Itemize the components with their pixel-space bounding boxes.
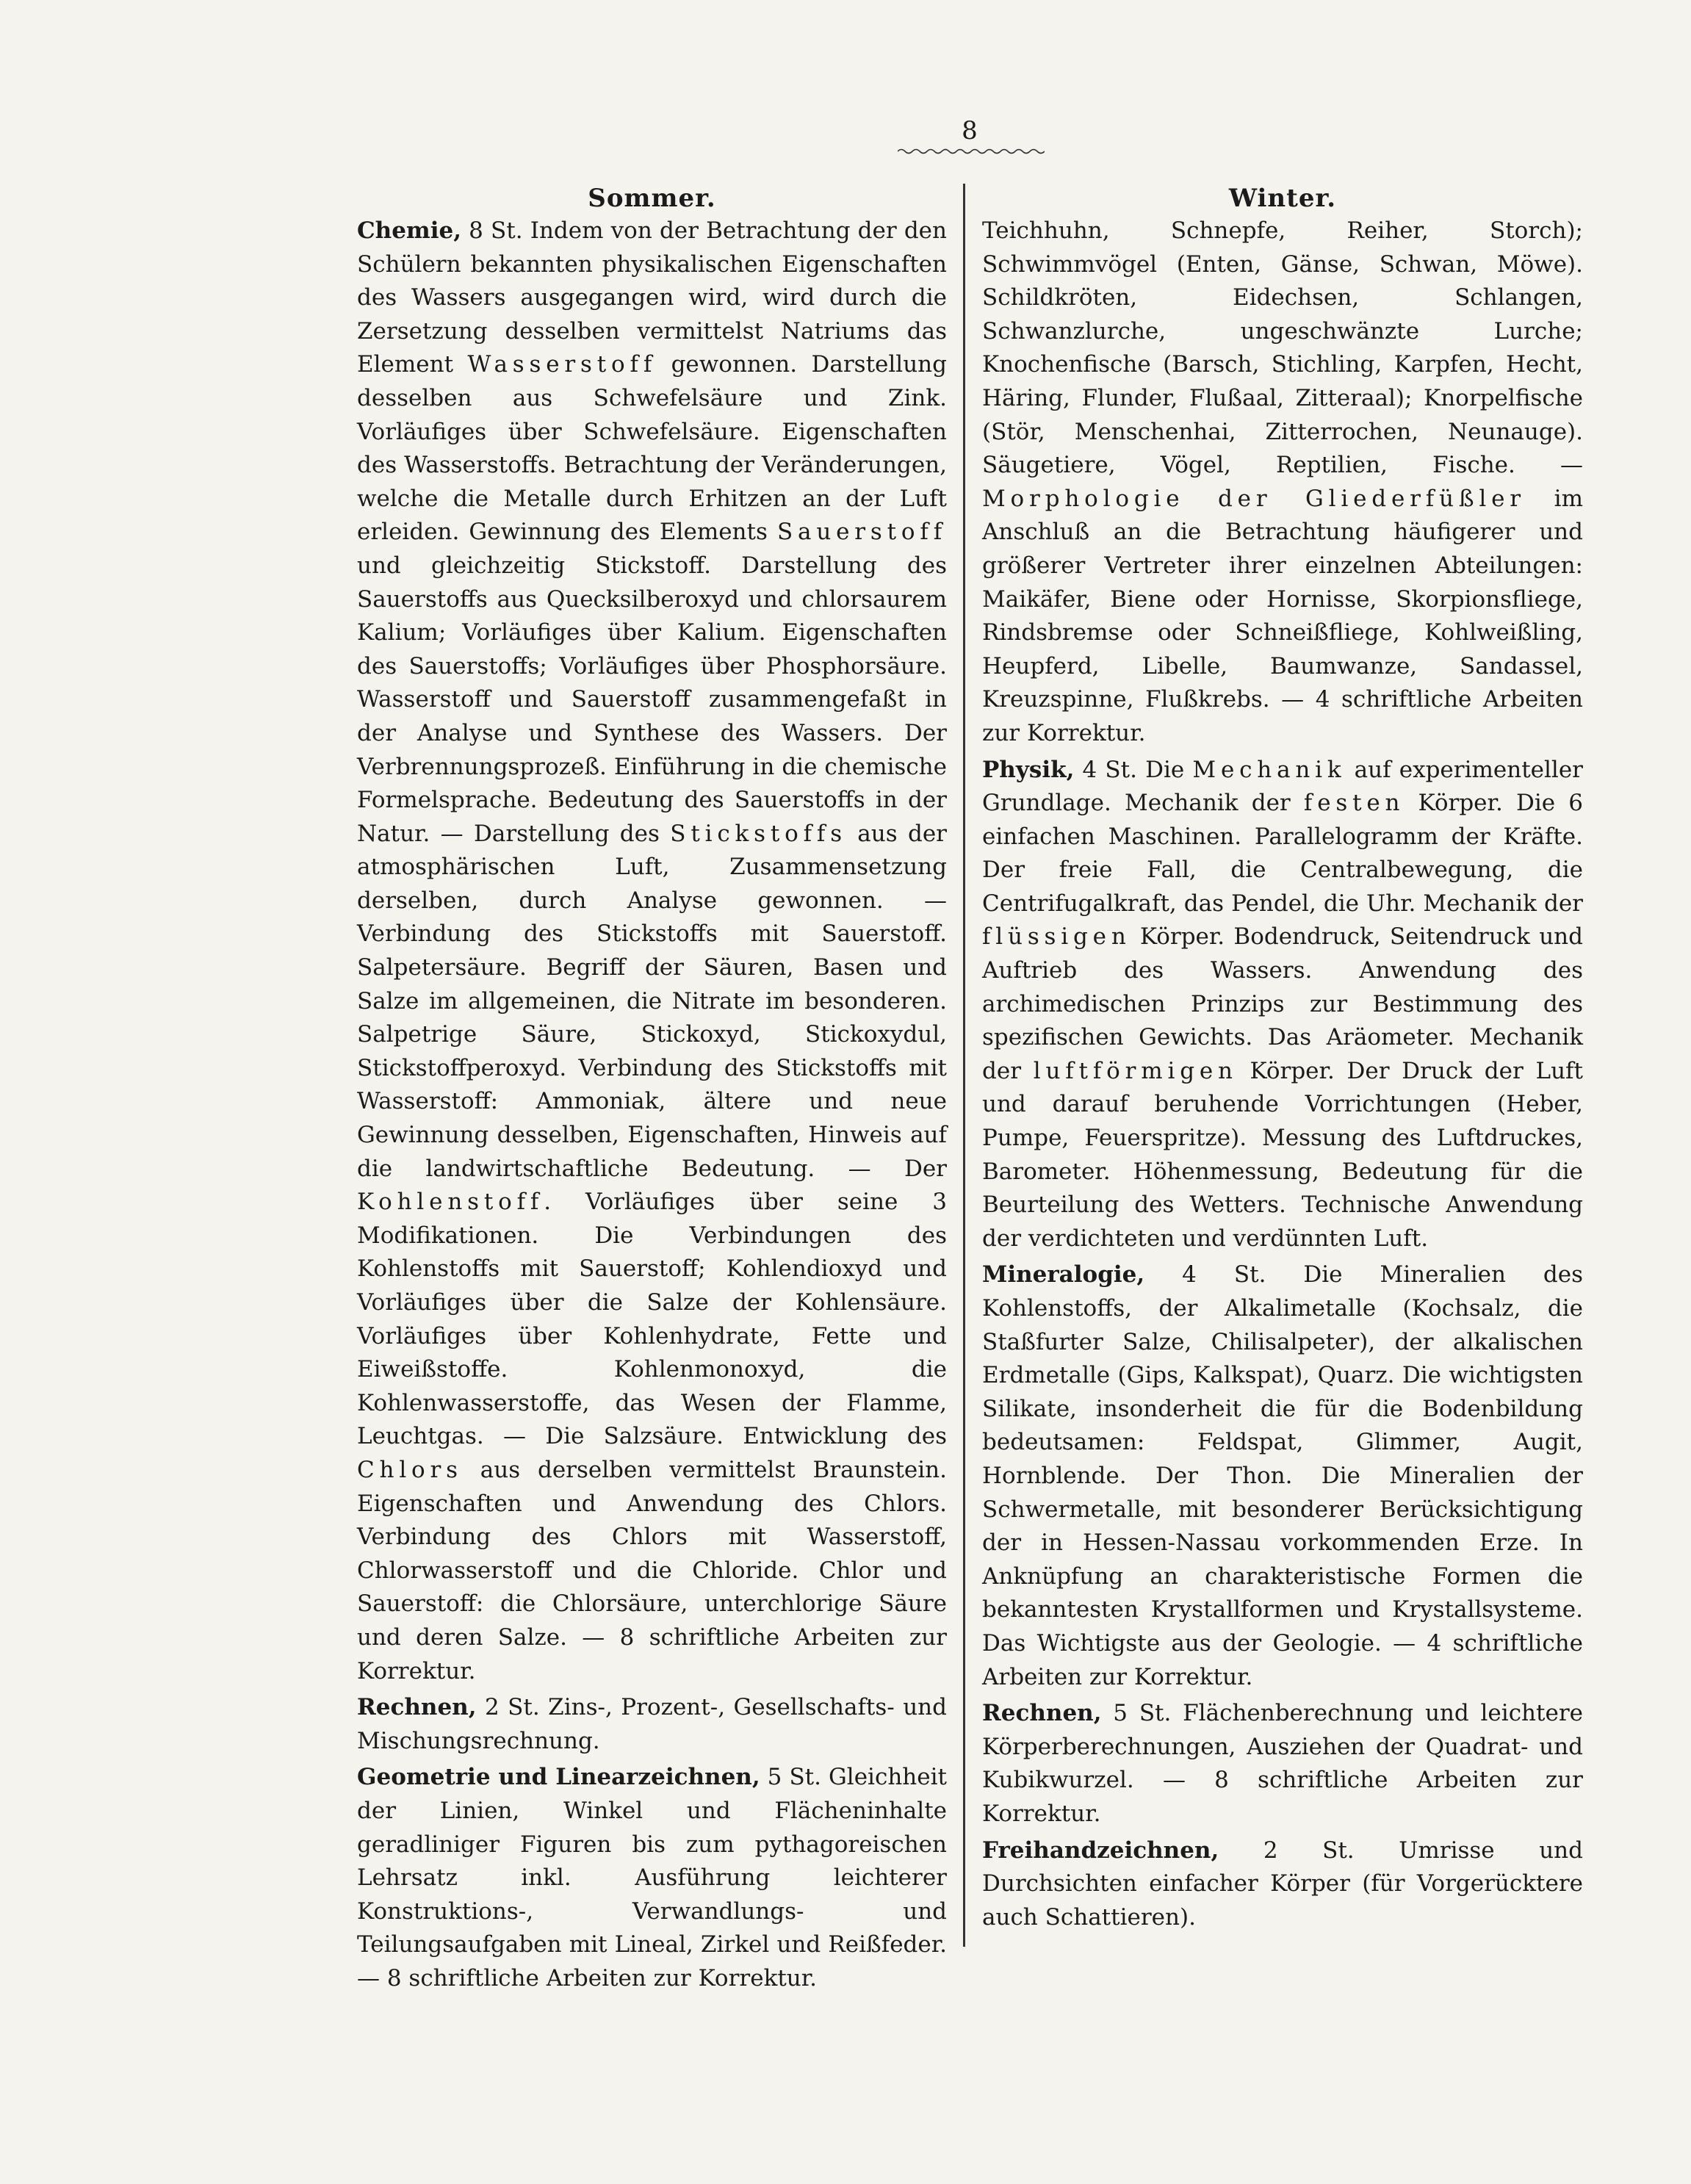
spaced-term: Stickstoffs: [670, 820, 847, 847]
paragraph-zoologie-continued: Teichhuhn, Schnepfe, Reiher, Storch); Schwimmvögel (Enten, Gänse, Schwan, Möwe). Schildkröten, Eidechsen, Schlangen, Schwanzlurche, ungeschwänzte Lurche; Knochenfische (Barsch, Stichling, Karpfen, Hecht, Häring, Flunder, Flußaal, Zitteraal); Knorpelfische (Stör, Menschenhai, Zitterrochen, Neunauge). Säugetiere, Vögel, Reptilien, Fische. — Morphologie der Gliederfüßler im Anschluß an die Betrachtung häufigerer und größerer Vertreter ihrer einzelnen Abteilungen: Maikäfer, Biene oder Hornisse, Skorpionsfliege, Rindsbremse oder Schneißfliege, Kohlweißling, Heupferd, Libelle, Baumwanze, Sandassel, Kreuzspinne, Flußkrebs. — 4 schriftliche Arbeiten zur Korrektur.: [982, 217, 1583, 746]
paragraph-physik: Physik, 4 St. Die Mechanik auf experimenteller Grundlage. Mechanik der festen Körper. Die 6 einfachen Maschinen. Parallelogramm der Kräfte. Der freie Fall, die Centralbewegung, die Centrifugalkraft, das Pendel, die Uhr. Mechanik der flüssigen Körper. Bodendruck, Seitendruck und Auftrieb des Wassers. Anwendung des archimedischen Prinzips zur Bestimmung des spezifischen Gewichts. Das Aräometer. Mechanik der luftförmigen Körper. Der Druck der Luft und darauf beruhende Vorrichtungen (Heber, Pumpe, Feuerspritze). Messung des Luftdruckes, Barometer. Höhenmessung, Bedeutung für die Beurteilung des Wetters. Technische Anwendung der verdichteten und verdünnten Luft.: [982, 756, 1583, 1252]
subject-label: Rechnen,: [982, 1700, 1102, 1727]
subject-label: Physik,: [982, 756, 1075, 783]
spaced-term: flüssigen: [982, 923, 1131, 951]
spaced-term: Morphologie der Gliederfüßler: [982, 485, 1526, 512]
column-heading-winter: Winter.: [1228, 184, 1337, 213]
wavy-rule-ornament: [898, 147, 1045, 156]
spaced-term: Kohlenstoff: [357, 1189, 544, 1216]
right-column: [982, 184, 1583, 1937]
subject-label: Chemie,: [357, 217, 462, 244]
paragraph-freihandzeichnen: Freihandzeichnen, 2 St. Umrisse und Durchsichten einfacher Körper (für Vorgerücktere auch Schattieren).: [982, 1837, 1583, 1931]
left-column: [357, 184, 947, 1998]
paragraph-mineralogie: Mineralogie, 4 St. Die Mineralien des Kohlenstoffs, der Alkalimetalle (Kochsalz, die Staßfurter Salze, Chilisalpeter), der alkalischen Erdmetalle (Gips, Kalkspat), Quarz. Die wichtigsten Silikate, insonderheit die für die Bodenbildung bedeutsamen: Feldspat, Glimmer, Augit, Hornblende. Der Thon. Die Mineralien der Schwermetalle, mit besonderer Berücksichtigung der in Hessen-Nassau vorkommenden Erze. In Anknüpfung an charakteristische Formen die bekanntesten Krystallformen und Krystallsysteme. Das Wichtigste aus der Geologie. — 4 schriftliche Arbeiten zur Korrektur.: [982, 1261, 1583, 1690]
spaced-term: luftförmigen: [1033, 1057, 1238, 1084]
paragraph-rechnen-sommer: Rechnen, 2 St. Zins-, Prozent-, Gesellschafts- und Mischungsrechnung.: [357, 1694, 947, 1754]
column-heading-summer: Sommer.: [588, 184, 716, 213]
paragraph-rechnen-winter: Rechnen, 5 St. Flächenberechnung und leichtere Körperberechnungen, Ausziehen der Quadrat- und Kubikwurzel. — 8 schriftliche Arbeiten zur Korrektur.: [982, 1700, 1583, 1827]
spaced-term: Sauerstoff: [776, 519, 947, 546]
spaced-term: festen: [1303, 790, 1405, 817]
spaced-term: Chlors: [357, 1456, 463, 1483]
paragraph-chemie: Chemie, 8 St. Indem von der Betrachtung der den Schülern bekannten physikalischen Eigenschaften des Wassers ausgegangen wird, wird durch die Zersetzung desselben vermittelst Natriums das Element Wasserstoff gewonnen. Darstellung desselben aus Schwefelsäure und Zink. Vorläufiges über Schwefelsäure. Eigenschaften des Wasserstoffs. Betrachtung der Veränderungen, welche die Metalle durch Erhitzen an der Luft erleiden. Gewinnung des Elements Sauerstoff und gleichzeitig Stickstoff. Darstellung des Sauerstoffs aus Quecksilberoxyd und chlorsaurem Kalium; Vorläufiges über Kalium. Eigenschaften des Sauerstoffs; Vorläufiges über Phosphorsäure. Wasserstoff und Sauerstoff zusammengefaßt in der Analyse und Synthese des Wassers. Der Verbrennungsprozeß. Einführung in die chemische Formelsprache. Bedeutung des Sauerstoffs in der Natur. — Darstellung des Stickstoffs aus der atmosphärischen Luft, Zusammensetzung derselben, durch Analyse gewonnen. — Verbindung des Stickstoffs mit Sauerstoff. Salpetersäure. Begriff der Säuren, Basen und Salze im allgemeinen, die Nitrate im besonderen. Salpetrige Säure, Stickoxyd, Stickoxydul, Stickstoffperoxyd. Verbindung des Stickstoffs mit Wasserstoff: Ammoniak, ältere und neue Gewinnung desselben, Eigenschaften, Hinweis auf die landwirtschaftliche Bedeutung. — Der Kohlenstoff. Vorläufiges über seine 3 Modifikationen. Die Verbindungen des Kohlenstoffs mit Sauerstoff; Kohlendioxyd und Vorläufiges über die Salze der Kohlensäure. Vorläufiges über Kohlenhydrate, Fette und Eiweißstoffe. Kohlenmonoxyd, die Kohlenwasserstoffe, das Wesen der Flamme, Leuchtgas. — Die Salzsäure. Entwicklung des Chlors aus derselben vermittelst Braunstein. Eigenschaften und Anwendung des Chlors. Verbindung des Chlors mit Wasserstoff, Chlorwasserstoff und die Chloride. Chlor und Sauerstoff: die Chlorsäure, unterchlorige Säure und deren Salze. — 8 schriftliche Arbeiten zur Korrektur.: [357, 217, 947, 1684]
spaced-term: Mechanik: [1192, 756, 1346, 783]
subject-label: Freihandzeichnen,: [982, 1837, 1219, 1864]
paragraph-geometrie: Geometrie und Linearzeichnen, 5 St. Gleichheit der Linien, Winkel und Flächeninhalte geradliniger Figuren bis zum pythagoreischen Lehrsatz inkl. Ausführung leichterer Konstruktions-, Verwandlungs- und Teilungsaufgaben mit Lineal, Zirkel und Reißfeder. — 8 schriftliche Arbeiten zur Korrektur.: [357, 1764, 947, 1992]
spaced-term: Wasserstoff: [467, 351, 657, 378]
page-number: 8: [962, 116, 978, 145]
subject-label: Rechnen,: [357, 1694, 477, 1721]
subject-label: Geometrie und Linearzeichnen,: [357, 1764, 760, 1791]
subject-label: Mineralogie,: [982, 1261, 1145, 1289]
column-divider: [963, 184, 965, 1947]
